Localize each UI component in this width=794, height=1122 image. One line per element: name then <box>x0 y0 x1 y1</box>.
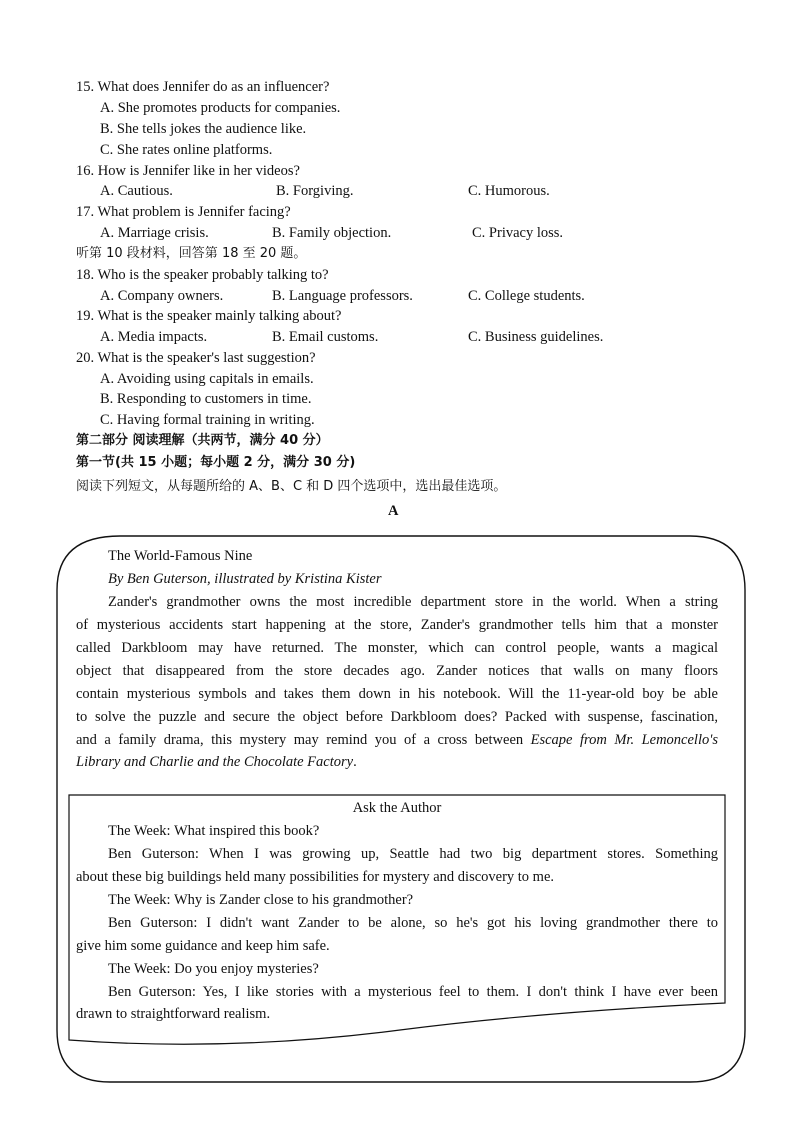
passage-line: Zander's grandmother owns the most incredible department store in the world. When a string <box>108 594 718 610</box>
question-19: 19. What is the speaker mainly talking about? <box>76 308 342 324</box>
passage-final-line <box>76 752 357 772</box>
interview-answer: Ben Guterson: Yes, I like stories with a mysterious feel to them. I don't think I have ever been <box>108 984 718 1000</box>
passage-line-last-text <box>76 730 718 750</box>
passage-byline: By Ben Guterson, illustrated by Kristina Kister <box>108 571 382 587</box>
part2-heading: 第二部分 阅读理解（共两节，满分 40 分） <box>76 433 329 448</box>
question-20: 20. What is the speaker's last suggestion? <box>76 350 316 366</box>
interview-question: The Week: What inspired this book? <box>108 823 320 839</box>
option-18b: B. Language professors. <box>272 288 413 304</box>
question-15: 15. What does Jennifer do as an influencer? <box>76 79 330 95</box>
passage-line: to solve the puzzle and secure the object before Darkbloom does? Packed with suspense, fascination, <box>76 709 718 725</box>
interview-answer: give him some guidance and keep him safe. <box>76 938 330 954</box>
question-16: 16. How is Jennifer like in her videos? <box>76 163 300 179</box>
option-18a: A. Company owners. <box>100 288 224 304</box>
book-title-1: Escape from Mr. Lemoncello's <box>530 732 718 748</box>
option-18c: C. College students. <box>468 288 585 304</box>
reading-instruction: 阅读下列短文，从每题所给的 A、B、C 和 D 四个选项中，选出最佳选项。 <box>76 479 507 494</box>
passage-line: and a family drama, this mystery may remind you of a cross between <box>76 732 524 748</box>
interview-answer: Ben Guterson: I didn't want Zander to be alone, so he's got his loving grandmother there to <box>108 915 718 931</box>
passage-line: of mysterious accidents start happening at the store, Zander's grandmother tells him that a monster <box>76 617 718 633</box>
section1-heading: 第一节(共 15 小题；每小题 2 分，满分 30 分) <box>76 455 356 470</box>
interview-heading: Ask the Author <box>352 800 442 816</box>
question-18: 18. Who is the speaker probably talking to? <box>76 267 329 283</box>
interview-question: The Week: Why is Zander close to his grandmother? <box>108 892 414 908</box>
passage-line: contain mysterious symbols and takes them down in his notebook. Will the 11-year-old boy be able <box>76 686 718 702</box>
interview-answer: Ben Guterson: When I was growing up, Seattle had two big department stores. Something <box>108 846 718 862</box>
option-20c: C. Having formal training in writing. <box>100 412 315 428</box>
question-17: 17. What problem is Jennifer facing? <box>76 204 291 220</box>
passage-line: object that disappeared from the store decades ago. Zander notices that walls on many floors <box>76 663 718 679</box>
section-10-instruction: 听第 10 段材料，回答第 18 至 20 题。 <box>76 246 307 261</box>
option-19c: C. Business guidelines. <box>468 329 604 345</box>
option-17c: C. Privacy loss. <box>472 225 564 241</box>
option-15b: B. She tells jokes the audience like. <box>100 121 307 137</box>
option-19a: A. Media impacts. <box>100 329 208 345</box>
passage-label: A <box>388 503 399 519</box>
period: . <box>353 754 357 770</box>
interview-answer: drawn to straightforward realism. <box>76 1006 271 1022</box>
option-16c: C. Humorous. <box>468 183 550 199</box>
option-20b: B. Responding to customers in time. <box>100 391 312 407</box>
passage-title: The World-Famous Nine <box>108 548 253 564</box>
option-17b: B. Family objection. <box>272 225 392 241</box>
interview-question: The Week: Do you enjoy mysteries? <box>108 961 319 977</box>
interview-answer: about these big buildings held many possibilities for mystery and discovery to me. <box>76 869 555 885</box>
passage-line: called Darkbloom may have returned. The monster, which can control people, wants a magical <box>76 640 718 656</box>
option-15a: A. She promotes products for companies. <box>100 100 341 116</box>
option-20a: A. Avoiding using capitals in emails. <box>100 371 314 387</box>
option-16a: A. Cautious. <box>100 183 173 199</box>
option-19b: B. Email customs. <box>272 329 379 345</box>
book-title-2: Library and Charlie and the Chocolate Factory <box>76 754 354 770</box>
option-17a: A. Marriage crisis. <box>100 225 209 241</box>
option-16b: B. Forgiving. <box>276 183 354 199</box>
option-15c: C. She rates online platforms. <box>100 142 273 158</box>
